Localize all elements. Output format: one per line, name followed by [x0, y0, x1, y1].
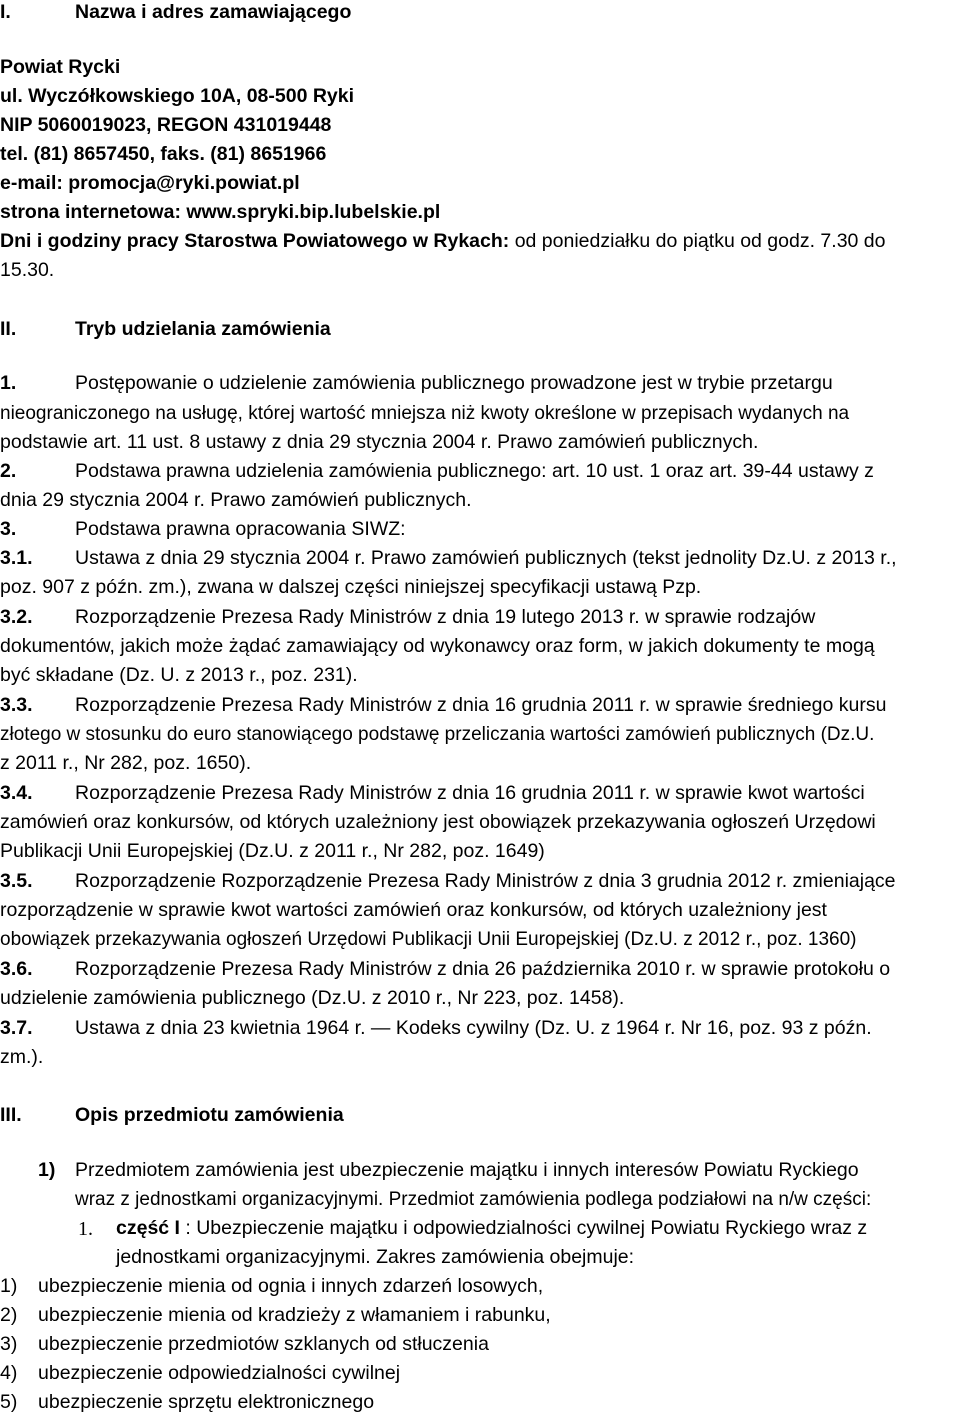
item-line: Przedmiotem zamówienia jest ubezpieczenie majątku i innych interesów Powiatu Ryckiego [75, 1159, 859, 1181]
address-line: Powiat Rycki [0, 56, 121, 78]
para-line: dnia 29 stycznia 2004 r. Prawo zamówień publicznych. [0, 489, 472, 511]
para-line: z 2011 r., Nr 282, poz. 1650). [0, 752, 252, 774]
scope-item: ubezpieczenie mienia od kradzieży z włamaniem i rabunku, [38, 1304, 551, 1326]
para-line: Podstawa prawna opracowania SIWZ: [75, 518, 406, 540]
section-title: Tryb udzielania zamówienia [75, 318, 331, 340]
para-line: dokumentów, jakich może żądać zamawiający od wykonawcy oraz form, w jakich dokumenty te mogą [0, 635, 875, 657]
para-line: udzielenie zamówienia publicznego (Dz.U. z 2010 r., Nr 223, poz. 1458). [0, 987, 625, 1009]
para-line: Rozporządzenie Prezesa Rady Ministrów z dnia 16 grudnia 2011 r. w sprawie średniego kursu [75, 694, 887, 716]
scope-item-number: 3) [0, 1333, 18, 1355]
part-text: : Ubezpieczenie majątku i odpowiedzialności cywilnej Powiatu Ryckiego wraz z [185, 1217, 868, 1239]
section-title: Nazwa i adres zamawiającego [75, 1, 352, 23]
para-line: rozporządzenie w sprawie kwot wartości zamówień oraz konkursów, od których uzależniony jest [0, 899, 827, 921]
scope-item: ubezpieczenie odpowiedzialności cywilnej [38, 1362, 401, 1384]
address-line: NIP 5060019023, REGON 431019448 [0, 114, 332, 136]
para-line: zamówień oraz konkursów, od których uzależniony jest obowiązek przekazywania ogłoszeń Urzędowi [0, 811, 876, 833]
scope-item-number: 1) [0, 1275, 18, 1297]
item-line: wraz z jednostkami organizacyjnymi. Przedmiot zamówienia podlega podziałowi na n/w części: [75, 1189, 872, 1210]
para-number: 3.4. [0, 782, 33, 804]
office-hours [0, 232, 886, 252]
address-line: ul. Wyczółkowskiego 10A, 08-500 Ryki [0, 85, 355, 107]
section-number: I. [0, 1, 11, 23]
para-number: 3.2. [0, 606, 33, 628]
para-number: 3.5. [0, 870, 33, 892]
part-line: jednostkami organizacyjnymi. Zakres zamówienia obejmuje: [116, 1246, 635, 1268]
scope-item-number: 5) [0, 1391, 18, 1413]
para-line: Rozporządzenie Prezesa Rady Ministrów z dnia 26 października 2010 r. w sprawie protokołu o [75, 958, 891, 980]
scope-item: ubezpieczenie przedmiotów szklanych od stłuczenia [38, 1333, 489, 1355]
section-number: III. [0, 1104, 22, 1126]
section-title: Opis przedmiotu zamówienia [75, 1104, 344, 1126]
para-line: być składane (Dz. U. z 2013 r., poz. 231). [0, 664, 358, 686]
para-number: 3.6. [0, 958, 33, 980]
para-number: 3.3. [0, 694, 33, 716]
scope-item-number: 4) [0, 1362, 18, 1384]
part-label: część I [116, 1217, 180, 1239]
scope-item: ubezpieczenie mienia od ognia i innych zdarzeń losowych, [38, 1275, 544, 1297]
part-number: 1. [78, 1218, 93, 1240]
para-line: zm.). [0, 1046, 44, 1068]
para-line: Rozporządzenie Rozporządzenie Prezesa Rady Ministrów z dnia 3 grudnia 2012 r. zmieniające [75, 870, 896, 892]
email-line: e-mail: promocja@ryki.powiat.pl [0, 172, 300, 194]
office-hours-label: Dni i godziny pracy Starostwa Powiatowego w Rykach: [0, 230, 510, 252]
para-line: podstawie art. 11 ust. 8 ustawy z dnia 29 stycznia 2004 r. Prawo zamówień publicznych. [0, 431, 759, 453]
para-line: obowiązek przekazywania ogłoszeń Urzędowi Publikacji Unii Europejskiej (Dz.U. z 2012 r., poz. 1360) [0, 929, 857, 950]
address-line: tel. (81) 8657450, faks. (81) 8651966 [0, 143, 327, 165]
para-number: 3.7. [0, 1017, 33, 1039]
section-number: II. [0, 318, 17, 340]
para-line: Rozporządzenie Prezesa Rady Ministrów z dnia 16 grudnia 2011 r. w sprawie kwot wartości [75, 782, 865, 804]
item-number: 1) [38, 1159, 56, 1181]
scope-item-number: 2) [0, 1304, 18, 1326]
office-hours-value: od poniedziałku do piątku od godz. 7.30 do [514, 230, 886, 252]
para-line: złotego w stosunku do euro stanowiącego podstawę przeliczania wartości zamówień publicznych (Dz.U. [0, 724, 875, 745]
para-line: Ustawa z dnia 29 stycznia 2004 r. Prawo zamówień publicznych (tekst jednolity Dz.U. z 2013 r., [75, 547, 897, 569]
para-line: Publikacji Unii Europejskiej (Dz.U. z 2011 r., Nr 282, poz. 1649) [0, 840, 545, 862]
para-line: Ustawa z dnia 23 kwietnia 1964 r. — Kodeks cywilny (Dz. U. z 1964 r. Nr 16, poz. 93 z późn. [75, 1017, 872, 1039]
website-line: strona internetowa: www.spryki.bip.lubelskie.pl [0, 201, 441, 223]
scope-item: ubezpieczenie sprzętu elektronicznego [38, 1391, 375, 1413]
para-number: 3.1. [0, 547, 33, 569]
para-number: 1. [0, 372, 17, 394]
para-line: Podstawa prawna udzielenia zamówienia publicznego: art. 10 ust. 1 oraz art. 39-44 ustawy z [75, 460, 874, 482]
para-line: Rozporządzenie Prezesa Rady Ministrów z dnia 19 lutego 2013 r. w sprawie rodzajów [75, 606, 816, 628]
para-line: poz. 907 z późn. zm.), zwana w dalszej części niniejszej specyfikacji ustawą Pzp. [0, 576, 702, 598]
para-number: 3. [0, 518, 17, 540]
para-number: 2. [0, 460, 17, 482]
office-hours-cont: 15.30. [0, 259, 55, 281]
para-line: Postępowanie o udzielenie zamówienia publicznego prowadzone jest w trybie przetargu [75, 372, 833, 394]
para-line: nieograniczonego na usługę, której wartość mniejsza niż kwoty określone w przepisach wydanych na [0, 403, 850, 424]
part-line [116, 1219, 867, 1239]
